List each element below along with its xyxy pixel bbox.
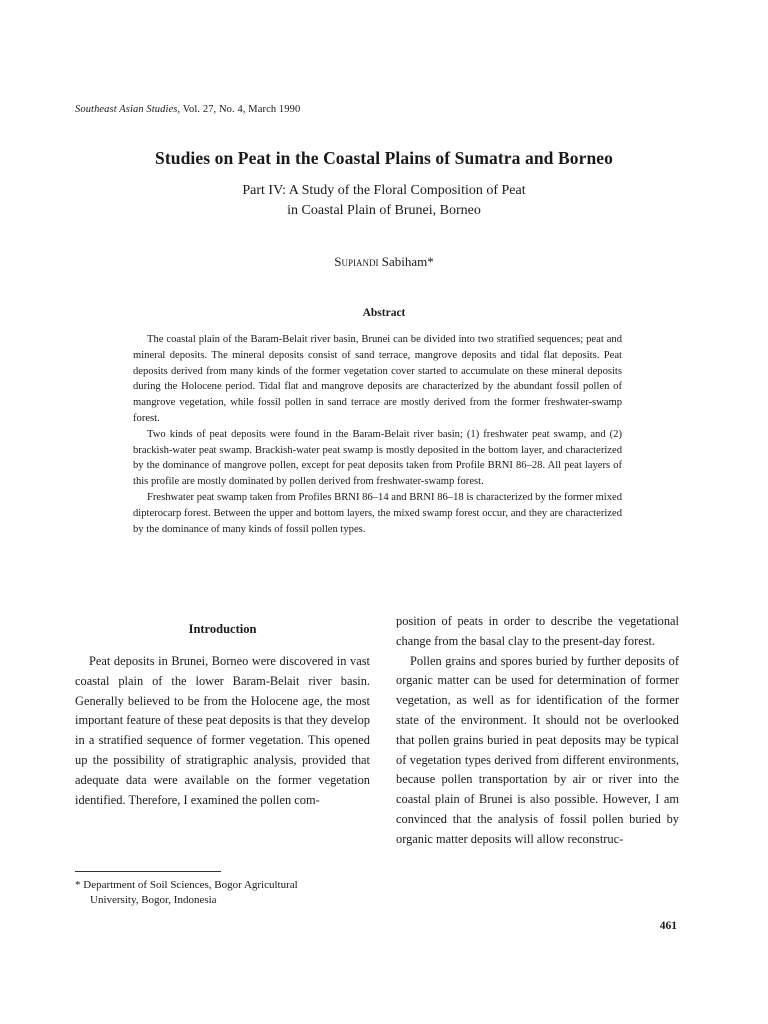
author (0, 254, 768, 270)
abstract-paragraph: Two kinds of peat deposits were found in the Baram-Belait river basin; (1) freshwater peat swamp, and (2) brackish-water peat swamp. Brackish-water peat swamp is mostly deposited in the bottom layer, and characterized by the dominance of mangrove pollen, except for peat deposits taken from Profile BRNI 86–28. All peat layers of this profile are mostly dominated by pollen derived from freshwater-swamp forest. (133, 428, 622, 488)
paper-subtitle (0, 181, 768, 221)
paper-title: Studies on Peat in the Coastal Plains of Sumatra and Borneo (154, 148, 614, 168)
abstract-body (133, 332, 622, 537)
journal-citation (75, 104, 300, 115)
abstract-paragraph: Freshwater peat swamp taken from Profiles BRNI 86–14 and BRNI 86–18 is characterized by the former mixed dipterocarp forest. Between the upper and bottom layers, the mixed swamp forest occur, and they are characterized by the dominance of many kinds of fossil pollen types. (133, 491, 622, 535)
author-affiliation-footnote (75, 878, 375, 908)
author-family-name: Sabiham* (378, 254, 434, 269)
subtitle-line-1: Part IV: A Study of the Floral Composition of Peat (242, 183, 526, 198)
introduction-heading: Introduction (188, 622, 257, 636)
footnote-line-1: * Department of Soil Sciences, Bogor Agricultural (75, 879, 298, 891)
footnote-line-2: University, Bogor, Indonesia (90, 894, 217, 906)
subtitle-line-2: in Coastal Plain of Brunei, Borneo (287, 203, 481, 218)
page-number: 461 (659, 920, 677, 932)
introduction-paragraph: Pollen grains and spores buried by further deposits of organic matter can be used for determination of former vegetation, as well as for identification of the former state of the environment. It should not be overlooked that pollen grains buried in peat deposits may be typical of vegetation types derived from different environments, because pollen transportation by air or river into the coastal plain of Brunei is also possible. However, I am convinced that the analysis of fossil pollen buried by organic matter deposits will allow reconstruc- (396, 653, 679, 846)
abstract-heading: Abstract (362, 307, 406, 319)
right-column (396, 612, 679, 850)
abstract-paragraph: The coastal plain of the Baram-Belait river basin, Brunei can be divided into two stratified sequences; peat and mineral deposits. The mineral deposits consist of sand terrace, mangrove deposits and tidal flat deposits. Peat deposits derived from many kinds of the former vegetation cover started to accumulate on these mineral deposits during the Holocene period. Tidal flat and mangrove deposits are characterized by the abundant fossil pollen of mangrove vegetation, while fossil pollen in sand terrace are mostly derived from the former freshwater-swamp forest. (133, 334, 622, 424)
footnote-divider (75, 871, 221, 872)
introduction-paragraph-continued: position of peats in order to describe the vegetational change from the basal clay to the present-day forest. (396, 614, 679, 648)
left-column (75, 612, 370, 810)
introduction-paragraph: Peat deposits in Brunei, Borneo were discovered in vast coastal plain of the lower Baram-Belait river basin. Generally believed to be from the Holocene age, the most important feature of these peat deposits is that they develop in a stratified sequence of former vegetation. This opened up the possibility of stratigraphic analysis, provided that adequate data were available on the former vegetation identified. Therefore, I examined the pollen com- (75, 654, 370, 807)
issue-info: Vol. 27, No. 4, March 1990 (180, 104, 301, 115)
journal-name: Southeast Asian Studies, (75, 104, 181, 115)
author-given-name: Supiandi (334, 254, 379, 269)
